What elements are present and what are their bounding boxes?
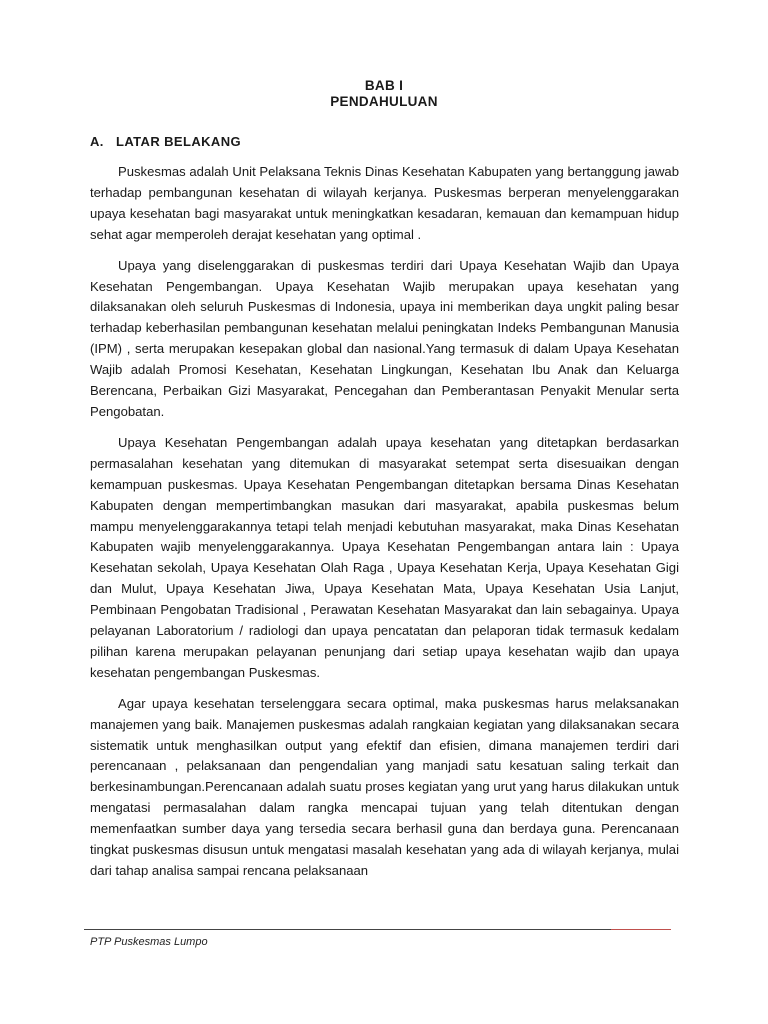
paragraph-2: Upaya yang diselenggarakan di puskesmas terdiri dari Upaya Kesehatan Wajib dan Upaya Kesehatan Pengembangan. Upaya Kesehatan Wajib merupakan upaya kesehatan yang dilaksanakan oleh seluruh Puskesmas di Indonesia, upaya ini memberikan daya ungkit paling besar terhadap keberhasilan pembangunan kesehatan melalui peningkatan Indeks Pembangunan Manusia (IPM) , serta merupakan kesepakan global dan nasional.Yang termasuk di dalam Upaya Kesehatan Wajib adalah Promosi Kesehatan, Kesehatan Lingkungan, Kesehatan Ibu Anak dan Keluarga Berencana, Perbaikan Gizi Masyarakat, Pencegahan dan Pemberantasan Penyakit Menular serta Pengobatan. bbox=[90, 257, 679, 419]
chapter-title: PENDAHULUAN bbox=[330, 94, 438, 109]
paragraph-4: Agar upaya kesehatan terselenggara secara optimal, maka puskesmas harus melaksanakan manajemen yang baik. Manajemen puskesmas adalah rangkaian kegiatan yang dilaksanakan secara sistematik untuk menghasilkan output yang efektif dan efisien, dimana manajemen terdiri dari perencanaan , pelaksanaan dan pengendalian yang manjadi satu kesatuan saling terkait dan berkesinambungan.Perencanaan adalah suatu proses kegiatan yang urut yang harus dilakukan untuk mengatasi permasalahan dalam rangka mencapai tujuan yang telah ditentukan dengan memenfaatkan sumber daya yang tersedia secara berhasil guna dan berdaya guna. Perencanaan tingkat puskesmas disusun untuk mengatasi masalah kesehatan yang ada di wilayah kerjanya, mulai dari tahap analisa sampai rencana pelaksanaan bbox=[90, 695, 679, 878]
footer-divider-accent bbox=[611, 929, 671, 930]
footer-text: PTP Puskesmas Lumpo bbox=[90, 936, 208, 948]
chapter-heading bbox=[0, 78, 768, 110]
section-title: LATAR BELAKANG bbox=[116, 134, 241, 149]
section-number: A. bbox=[90, 134, 104, 149]
body-text bbox=[90, 162, 679, 882]
paragraph-3: Upaya Kesehatan Pengembangan adalah upaya kesehatan yang ditetapkan berdasarkan permasalahan kesehatan yang ditemukan di masyarakat setempat serta disesuaikan dengan kemampuan puskesmas. Upaya Kesehatan Pengembangan ditetapkan bersama Dinas Kesehatan Kabupaten dengan mempertimbangkan masukan dari masyarakat, apabila puskesmas belum mampu menyelenggarakannya tetapi telah menjadi kebutuhan masyarakat, maka Dinas Kesehatan Kabupaten wajib menyelenggarakannya. Upaya Kesehatan Pengembangan antara lain : Upaya Kesehatan sekolah, Upaya Kesehatan Olah Raga , Upaya Kesehatan Kerja, Upaya Kesehatan Gigi dan Mulut, Upaya Kesehatan Jiwa, Upaya Kesehatan Mata, Upaya Kesehatan Usia Lanjut, Pembinaan Pengobatan Tradisional , Perawatan Kesehatan Masyarakat dan lain sebagainya. Upaya pelayanan Laboratorium / radiologi dan upaya pencatatan dan pelaporan tidak termasuk kedalam pilihan karena merupakan pelayanan penunjang dari setiap upaya kesehatan wajib dan upaya kesehatan pengembangan Puskesmas. bbox=[90, 434, 679, 680]
paragraph-1: Puskesmas adalah Unit Pelaksana Teknis Dinas Kesehatan Kabupaten yang bertanggung jawab terhadap pembangunan kesehatan di wilayah kerjanya. Puskesmas berperan menyelenggarakan upaya kesehatan bagi masyarakat untuk meningkatkan kesadaran, kemauan dan kemampuan hidup sehat agar memperoleh derajat kesehatan yang optimal . bbox=[90, 164, 679, 242]
section-heading bbox=[90, 134, 241, 150]
footer-divider bbox=[84, 929, 611, 930]
chapter-number: BAB I bbox=[364, 78, 404, 93]
